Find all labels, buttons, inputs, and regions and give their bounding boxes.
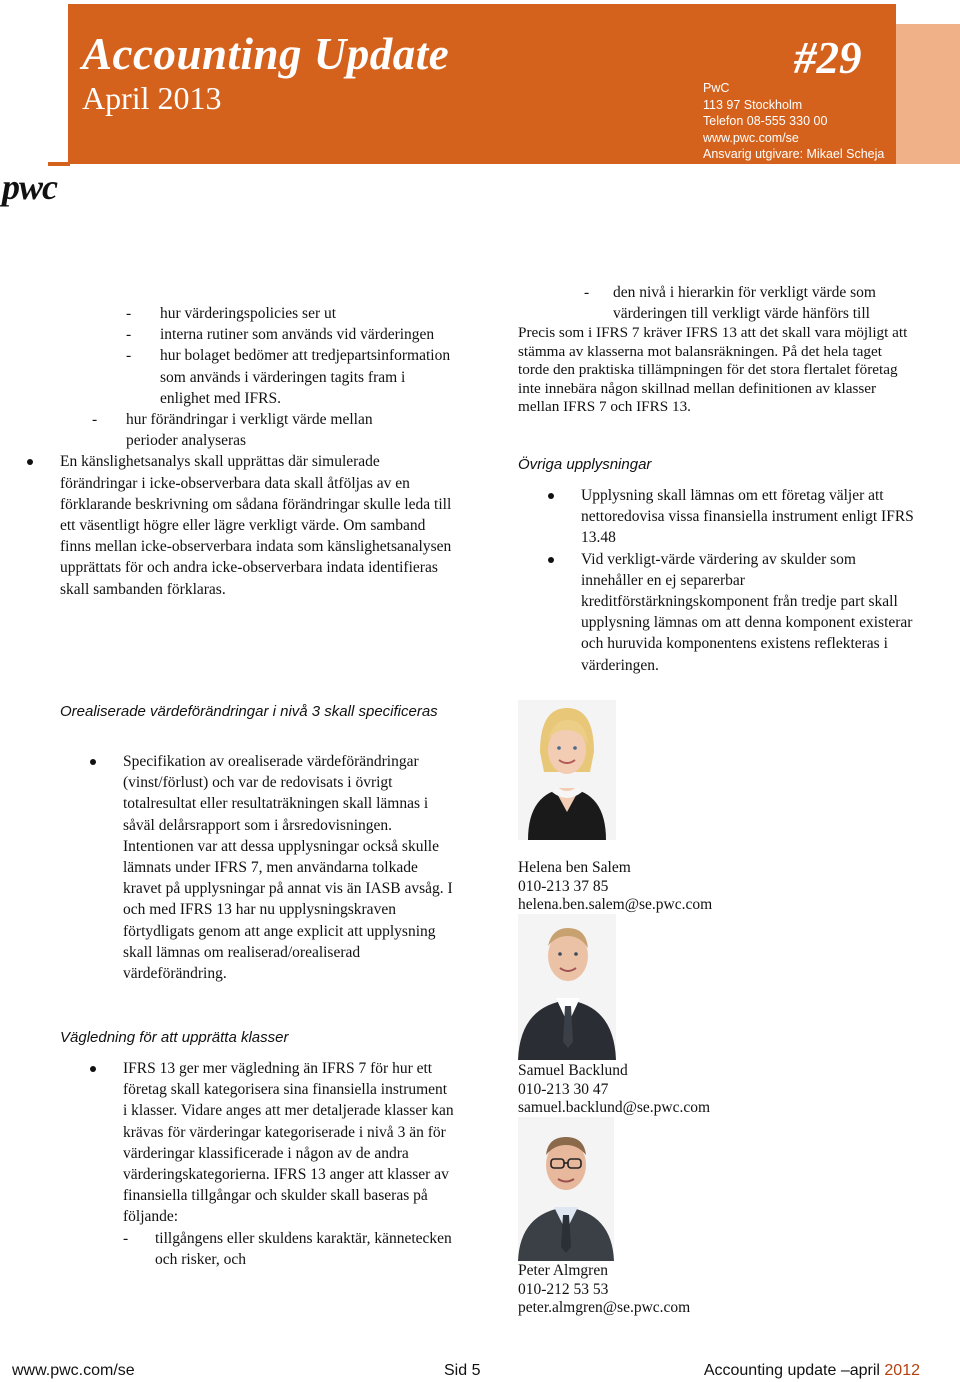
portrait-helena-photo — [518, 700, 616, 840]
footer-url[interactable]: www.pwc.com/se — [12, 1362, 135, 1379]
contact-name: Helena ben Salem — [518, 859, 631, 876]
right-column — [518, 282, 918, 416]
publisher-phone: Telefon 08-555 330 00 — [703, 114, 828, 128]
list-item — [518, 549, 918, 676]
contact-phone: 010-213 37 85 — [518, 877, 609, 895]
dash-text: hur förändringar i verkligt värde mellan perioder analyseras — [126, 411, 373, 450]
footer-page-number: Sid 5 — [444, 1362, 481, 1379]
list-item — [60, 751, 455, 984]
bullet-icon — [90, 759, 96, 765]
footer-publication-year: 2012 — [884, 1362, 920, 1379]
publication-title: Accounting Update — [82, 29, 450, 79]
bullet-icon — [90, 1066, 96, 1072]
publisher-org: PwC — [703, 81, 730, 95]
contact-phone: 010-212 53 53 — [518, 1280, 609, 1298]
dash-text: hur bolaget bedömer att tredjepartsinformation som används i värderingen tagits fram i enlighet med IFRS. — [160, 347, 451, 407]
bullet-icon — [27, 459, 33, 465]
publisher-website[interactable]: www.pwc.com/se — [703, 130, 799, 145]
contact-card — [518, 1262, 690, 1318]
dash-item — [518, 282, 918, 324]
footer-publication — [704, 1362, 920, 1380]
issue-number: #29 — [794, 33, 862, 83]
list-item — [0, 451, 455, 599]
sub-dash-item — [60, 1228, 455, 1270]
dash-marker: - — [584, 284, 590, 301]
dash-marker: - — [126, 347, 132, 365]
contact-name: Peter Almgren — [518, 1262, 608, 1279]
dash-item — [60, 324, 455, 345]
bullet-icon — [548, 557, 554, 563]
page-footer — [0, 1362, 960, 1382]
bullet-icon — [548, 493, 554, 499]
section-heading: Orealiserade värdeförändringar i nivå 3 skall specificeras — [60, 703, 438, 720]
contact-email[interactable]: helena.ben.salem@se.pwc.com — [518, 896, 713, 913]
bullet-text: Specifikation av orealiserade värdeförändringar (vinst/förlust) och var de redovisats i övrigt totalresultat eller resultaträkningen skall lämnas i såväl delårsrapport som i årsredovisningen. Intentionen var att dessa upplysningar också skulle lämnats under IFRS 7, men användarna tolkade kravet på upplysningar på annat vis än IASB avsåg. I och med IFRS 13 har nu upplysningskraven förtydligats genom att ange explicit att upplysning skall lämnas om realiserad/orealiserad värdeförändring. — [123, 753, 453, 983]
dash-item — [60, 345, 455, 409]
publication-date: April 2013 — [82, 80, 222, 116]
left-column-2 — [60, 751, 455, 984]
list-item — [60, 1058, 455, 1228]
bullet-text: Vid verkligt-värde värdering av skulder som innehåller en ej separerbar kreditförstärkningskomponent från tredje part skall upplysning lämnas om att denna komponent existerar och huruvida komponentens existens reflekteras i värderingen. — [581, 550, 913, 674]
header-banner-side — [896, 24, 960, 164]
left-column — [60, 303, 455, 600]
bullet-text: IFRS 13 ger mer vägledning än IFRS 7 för hur ett företag skall kategorisera sina finansiella instrument i klasser. Vidare anges att mer detaljerade klasser kan krävas för värderingar kategoriserade i nivå 3 än för värderingar klassificerade i någon av de andra värderingskategorierna. IFRS 13 anger att klasser av finansiella tillgångar och skulder skall baseras på följande: — [123, 1060, 454, 1226]
section-heading: Övriga upplysningar — [518, 456, 652, 473]
contact-card — [518, 859, 712, 915]
right-bullets — [518, 485, 918, 676]
publisher-info — [703, 80, 884, 163]
dash-text: hur värderingspolicies ser ut — [160, 305, 337, 322]
paragraph: Precis som i IFRS 7 kräver IFRS 13 att det skall vara möjligt att stämma av klasserna mot balansräkningen. På det hela taget torde den praktiska tillämpningen för det stora flertalet företag inte innebära någon skillnad mellan definitionen av klasser mellan IFRS 7 och IFRS 13. — [518, 324, 908, 416]
pwc-logo: pwc — [2, 167, 57, 207]
dash-marker: - — [92, 411, 98, 429]
bullet-text: En känslighetsanalys skall upprättas där simulerade förändringar i icke-observerbara data skall åtföljas av en förklarande beskrivning om sådana förändringar skulle leda till ett väsentligt högre eller lägre verkligt värde. Om samband finns mellan icke-observerbara indata som känslighetsanalysen upprättats för och andra icke-observerbara indata identifieras skall sambanden förklaras. — [60, 453, 452, 598]
dash-item — [60, 303, 455, 324]
dash-marker: - — [123, 1229, 129, 1247]
contact-name: Samuel Backlund — [518, 1062, 628, 1079]
list-item — [518, 485, 918, 549]
portrait-peter-photo — [518, 1117, 614, 1261]
sub-dash-text: tillgångens eller skuldens karaktär, kännetecken och risker, och — [155, 1229, 452, 1268]
dash-item — [26, 409, 421, 451]
contact-phone: 010-213 30 47 — [518, 1080, 609, 1098]
publisher-address: 113 97 Stockholm — [703, 97, 803, 112]
dash-text: interna rutiner som används vid värderingen — [160, 326, 435, 344]
dash-list — [26, 409, 421, 451]
dash-list — [60, 303, 455, 409]
contact-email[interactable]: samuel.backlund@se.pwc.com — [518, 1099, 711, 1116]
dash-marker: - — [126, 326, 132, 344]
contact-email[interactable]: peter.almgren@se.pwc.com — [518, 1299, 691, 1316]
bullet-text: Upplysning skall lämnas om ett företag väljer att nettoredovisa vissa finansiella instrument enligt IFRS 13.48 — [581, 487, 914, 547]
publisher-responsible: Ansvarig utgivare: Mikael Scheja — [703, 147, 885, 161]
section-heading: Vägledning för att upprätta klasser — [60, 1029, 289, 1046]
footer-publication-name: Accounting update –april — [703, 1362, 885, 1379]
contact-card — [518, 1062, 710, 1118]
dash-marker: - — [126, 305, 132, 322]
left-column-3 — [60, 1058, 455, 1270]
portrait-samuel-photo — [518, 914, 616, 1060]
dash-text: den nivå i hierarkin för verkligt värde som värderingen till verkligt värde hänförs till — [613, 284, 876, 323]
